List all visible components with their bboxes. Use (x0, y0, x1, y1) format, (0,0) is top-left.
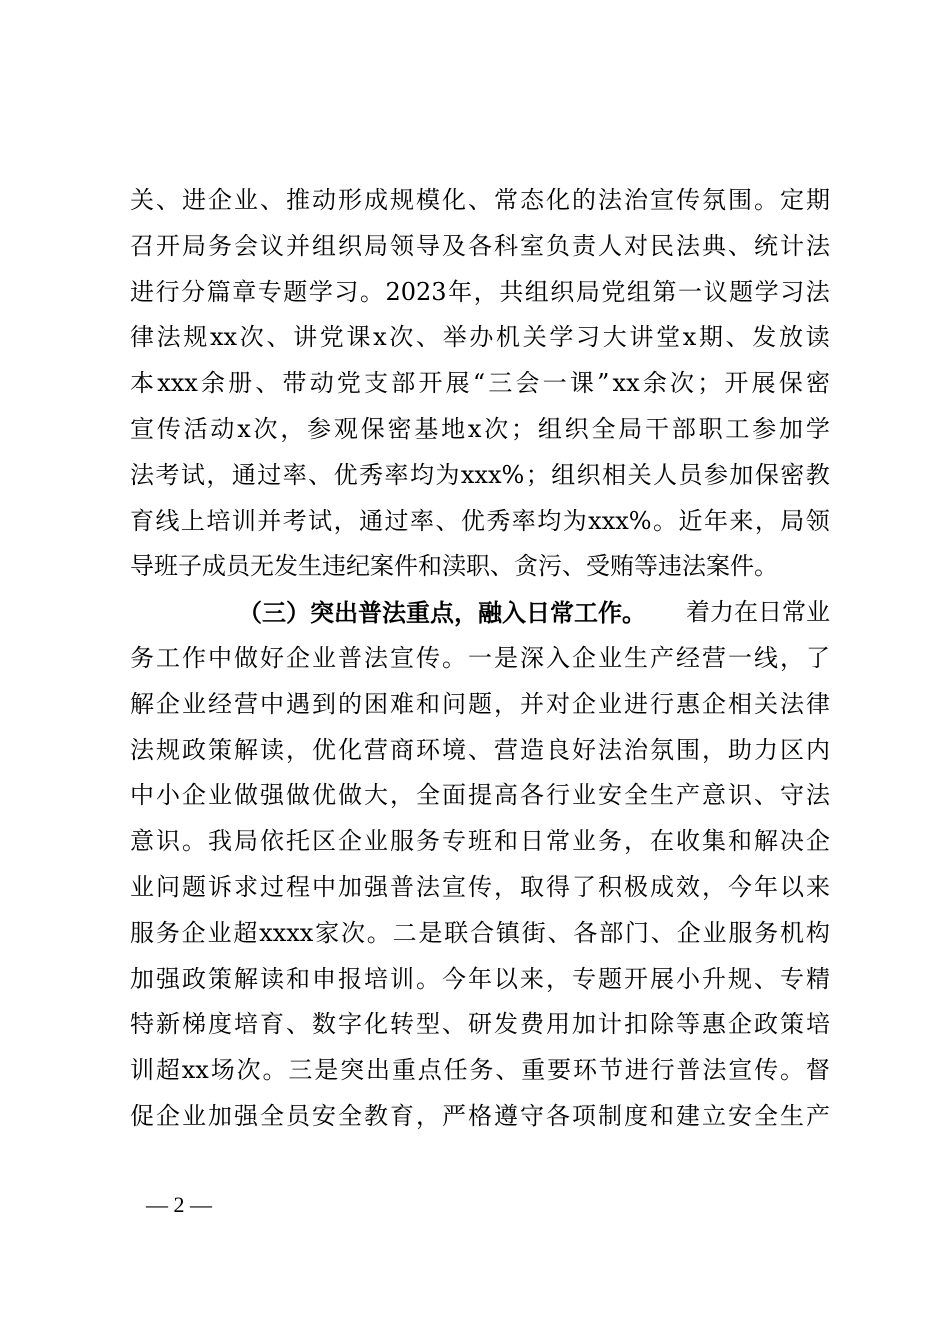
body-text (130, 178, 830, 1140)
text-line: 加 强 政 策 解 读 和 申 报 培 训 。 今 年 以 来 ， 专 题 开 展 小 升 规 、 专 精 (130, 964, 830, 993)
paragraph-last-line: 导班子成员无发生违纪案件和渎职、贪污、受贿等违法案件。 (130, 552, 778, 581)
text-line: 特 新 梯 度 培 育 、 数 字 化 转 型 、 研 发 费 用 加 计 扣 除 等 惠 企 政 策 培 (130, 1010, 830, 1039)
section-3-first-line (130, 590, 830, 636)
text-line: 进 行 分 篇 章 专 题 学 习 。 2023 年 ， 共 组 织 局 党 组 第 一 议 题 学 习 法 (130, 277, 830, 306)
text-line: 召 开 局 务 会 议 并 组 织 局 领 导 及 各 科 室 负 责 人 对 民 法 典 、 统 计 法 (130, 231, 830, 260)
text-line: 法 考 试 ， 通 过 率 、 优 秀 率 均 为 xxx% ； 组 织 相 关 人 员 参 加 保 密 教 (130, 460, 830, 489)
text-line: 中 小 企 业 做 强 做 优 做 大 ， 全 面 提 高 各 行 业 安 全 生 产 意 识 、 守 法 (130, 781, 830, 810)
text-line: 意 识 。 我 局 依 托 区 企 业 服 务 专 班 和 日 常 业 务 ， 在 收 集 和 解 决 企 (130, 827, 830, 856)
text-line: 育 线 上 培 训 并 考 试 ， 通 过 率 、 优 秀 率 均 为 xxx% 。 近 年 来 ， 局 领 (130, 506, 830, 535)
text-line: 促 企 业 加 强 全 员 安 全 教 育 ， 严 格 遵 守 各 项 制 度 和 建 立 安 全 生 产 (130, 1101, 830, 1130)
text-line: 宣 传 活 动 x 次 ， 参 观 保 密 基 地 x 次 ； 组 织 全 局 干 部 职 工 参 加 学 (130, 414, 830, 443)
text-line: 法 规 政 策 解 读 ， 优 化 营 商 环 境 、 营 造 良 好 法 治 氛 围 ， 助 力 区 内 (130, 735, 830, 764)
text-line: 律 法 规 xx 次 、 讲 党 课 x 次 、 举 办 机 关 学 习 大 讲 堂 x 期 、 发 放 读 (130, 323, 830, 352)
page-number: — 2 — (146, 1192, 212, 1217)
text-line: 解 企 业 经 营 中 遇 到 的 困 难 和 问 题 ， 并 对 企 业 进 行 惠 企 相 关 法 律 (130, 689, 830, 718)
text-line: 服 务 企 业 超 xxxx 家 次 。 二 是 联 合 镇 街 、 各 部 门 、 企 业 服 务 机 构 (130, 918, 830, 947)
text-line: 业 问 题 诉 求 过 程 中 加 强 普 法 宣 传 ， 取 得 了 积 极 成 效 ， 今 年 以 来 (130, 872, 830, 901)
text-line: 本 xxx 余 册 、 带 动 党 支 部 开 展 “ 三 会 一 课 ” xx 余 次 ； 开 展 保 密 (130, 369, 830, 398)
text-line: 训 超 xx 场 次 。 三 是 突 出 重 点 任 务 、 重 要 环 节 进 行 普 法 宣 传 。 督 (130, 1056, 830, 1085)
text-line: 关 、 进 企 业 、 推 动 形 成 规 模 化 、 常 态 化 的 法 治 宣 传 氛 围 。 定 期 (130, 186, 830, 214)
text-line: 务 工 作 中 做 好 企 业 普 法 宣 传 。 一 是 深 入 企 业 生 产 经 营 一 线 ， 了 (130, 643, 830, 672)
section-3-heading: （三）突出普法重点，融入日常工作。 (238, 598, 646, 628)
section-3-first-line-text: 着力在日常业 (686, 598, 830, 627)
